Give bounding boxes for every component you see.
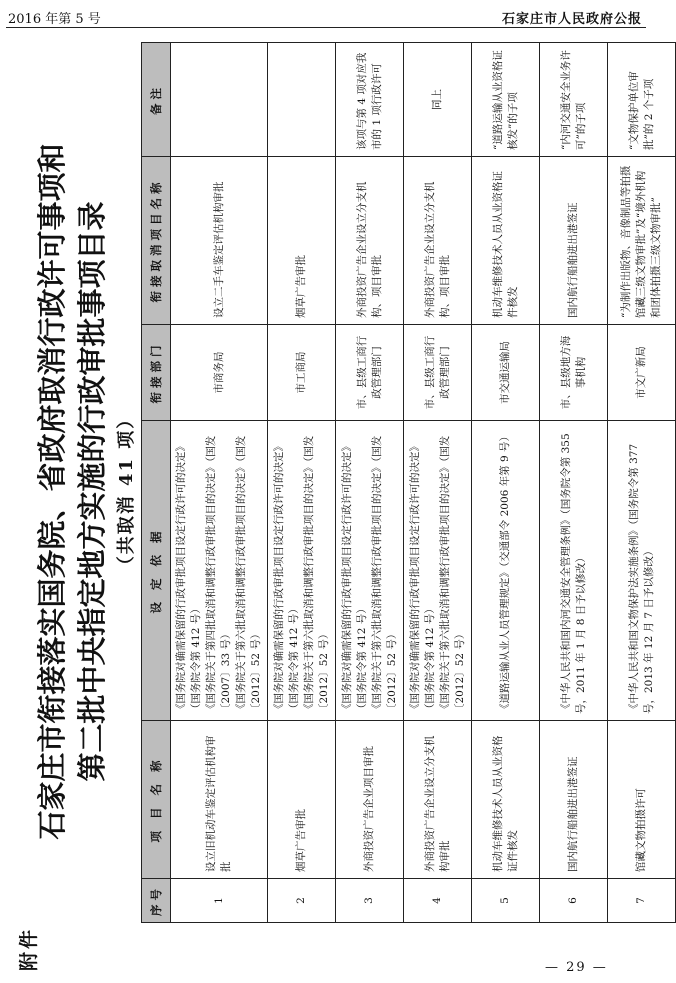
cell-note: “内河交通安全业务许可”的子项 [540,43,608,157]
basis-line: 《国务院对确需保留的行政审批项目设定行政许可的决定》（国务院令第 412 号） [340,441,368,714]
cell-item: 国内航行船舶进出港签证 [540,721,608,879]
table-row [268,43,336,923]
col-header-note: 备注 [142,43,171,157]
col-header-linked: 衔接取消项目名称 [142,157,171,325]
cell-note: “文物保护单位审批”的 2 个子项 [608,43,676,157]
cell-item: 设立旧机动车鉴定评估机构审批 [171,721,268,879]
cell-basis [268,421,336,721]
cell-no: 7 [608,879,676,923]
cell-linked: 外商投资广告企业设立分支机构、项目审批 [336,157,404,325]
cell-no: 6 [540,879,608,923]
basis-line: 《国务院对确需保留的行政审批项目设定行政许可的决定》（国务院令第 412 号） [408,441,436,714]
cell-basis [608,421,676,721]
col-header-no: 序号 [142,879,171,923]
cell-linked: 机动车维修技术人员从业资格证件核发 [472,157,540,325]
basis-line: 《中华人民共和国内河交通安全管理条例》（国务院令第 355 号，2011 年 1 月 8 日予以修改） [559,433,587,714]
cell-basis [404,421,472,721]
cell-note: “道路运输从业资格证核发”的子项 [472,43,540,157]
col-header-dept: 衔接部门 [142,325,171,421]
cell-dept: 市、县级工商行政管理部门 [336,325,404,421]
cell-item: 烟草广告审批 [268,721,336,879]
table-header-row [142,43,171,923]
cell-no: 3 [336,879,404,923]
header-year-issue: 2016 年第 5 号 [8,12,101,27]
basis-line: 《国务院对确需保留的行政审批项目设定行政许可的决定》（国务院令第 412 号） [175,441,202,714]
header-publication: 石家庄市人民政府公报 [501,12,642,27]
basis-line: 《道路运输从业人员管理规定》（交通部令 2006 年第 9 号） [499,430,511,714]
cell-dept: 市、县级工商行政管理部门 [404,325,472,421]
table-row [404,43,472,923]
cell-dept: 市工商局 [268,325,336,421]
cell-no: 5 [472,879,540,923]
table-row [608,43,676,923]
cell-basis [171,421,268,721]
cell-no: 1 [171,879,268,923]
cell-note: 同上 [404,43,472,157]
cell-linked: 国内航行船舶进出港签证 [540,157,608,325]
page-number: — 29 — [545,960,608,975]
cell-item: 外商投资广告企业设立分支机构审批 [404,721,472,879]
document-title-line2: 第二批中央指定地方实施的行政审批事项目录 [75,201,109,782]
cell-linked: 设立二手车鉴定评估机构审批 [171,157,268,325]
basis-line: 《国务院关于第六批取消和调整行政审批项目的决定》（国发〔2012〕52 号） [235,435,262,714]
cell-no: 4 [404,879,472,923]
cell-basis [540,421,608,721]
basis-line: 《国务院对确需保留的行政审批项目设定行政许可的决定》（国务院令第 412 号） [272,441,300,714]
cell-dept: 市商务局 [171,325,268,421]
table-row [171,43,268,923]
table-row [472,43,540,923]
table-row [540,43,608,923]
basis-line: 《中华人民共和国文物保护法实施条例》（国务院令第 377 号，2013 年 12 月 7 日予以修改） [627,443,655,714]
cell-item: 机动车维修技术人员从业资格证件核发 [472,721,540,879]
approval-items-table [141,42,676,923]
appendix-label: 附件 [18,926,40,971]
cell-dept: 市文广新局 [608,325,676,421]
cell-linked: 烟草广告审批 [268,157,336,325]
cell-basis [336,421,404,721]
basis-line: 《国务院关于第六批取消和调整行政审批项目的决定》（国发〔2012〕52 号） [370,435,398,714]
col-header-item: 项 目 名 称 [142,721,171,879]
basis-line: 《国务院关于第六批取消和调整行政审批项目的决定》（国发〔2012〕52 号） [438,435,466,714]
document-title-line1: 石家庄市衔接落实国务院、省政府取消行政许可事项和 [35,143,69,840]
cell-note [268,43,336,157]
table-row [336,43,404,923]
cell-note [171,43,268,157]
col-header-basis: 设 定 依 据 [142,421,171,721]
document-subtitle: （共取消 41 项） [116,408,137,575]
cell-linked: 外商投资广告企业设立分支机构、项目审批 [404,157,472,325]
cell-item: 馆藏文物拍摄许可 [608,721,676,879]
cell-item: 外商投资广告企业项目审批 [336,721,404,879]
basis-line: 《国务院关于第六批取消和调整行政审批项目的决定》（国发〔2012〕52 号） [302,435,330,714]
cell-no: 2 [268,879,336,923]
cell-dept: 市、县级地方海事机构 [540,325,608,421]
cell-note: 该项与第 4 项对应我市的 1 项行政许可 [336,43,404,157]
cell-basis [472,421,540,721]
cell-linked: “为制作出版物、音像制品等拍摄馆藏三级文物审批”及“境外机构和团体拍摄三级文物审批” [608,157,676,325]
cell-dept: 市交通运输局 [472,325,540,421]
basis-line: 《国务院关于第四批取消和调整行政审批项目的决定》（国发〔2007〕33 号） [205,435,232,714]
